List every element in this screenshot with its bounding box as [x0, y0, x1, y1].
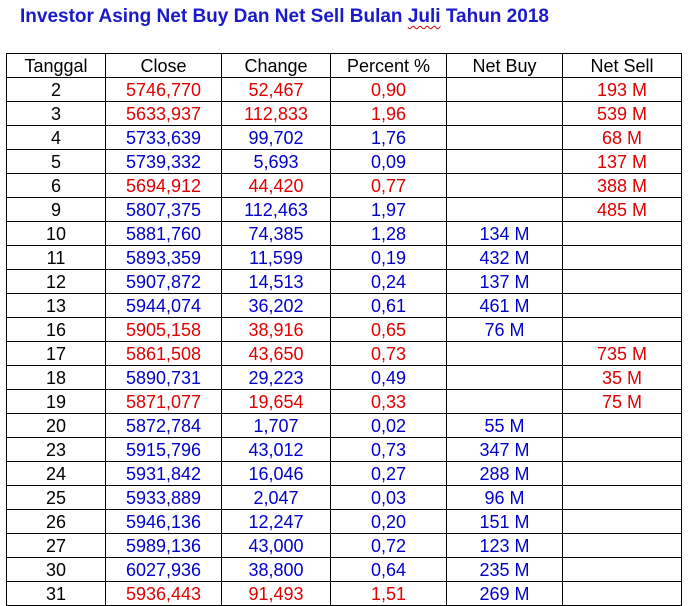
- cell-change: 38,916: [222, 318, 331, 342]
- cell-change: 91,493: [222, 582, 331, 606]
- cell-close: 5881,760: [106, 222, 222, 246]
- cell-percent: 0,64: [331, 558, 447, 582]
- header-change: Change: [222, 54, 331, 78]
- cell-change: 44,420: [222, 174, 331, 198]
- cell-net-sell: [563, 294, 682, 318]
- cell-net-buy: [447, 198, 563, 222]
- cell-net-sell: [563, 558, 682, 582]
- cell-tanggal: 4: [7, 126, 106, 150]
- cell-percent: 0,24: [331, 270, 447, 294]
- cell-close: 5807,375: [106, 198, 222, 222]
- cell-change: 11,599: [222, 246, 331, 270]
- cell-net-sell: [563, 582, 682, 606]
- cell-tanggal: 23: [7, 438, 106, 462]
- cell-close: 5931,842: [106, 462, 222, 486]
- table-row: [7, 246, 682, 270]
- cell-change: 112,833: [222, 102, 331, 126]
- table-row: [7, 78, 682, 102]
- cell-percent: 0,20: [331, 510, 447, 534]
- table-row: [7, 582, 682, 606]
- cell-close: 5733,639: [106, 126, 222, 150]
- table-row: [7, 126, 682, 150]
- header-close: Close: [106, 54, 222, 78]
- cell-percent: 1,51: [331, 582, 447, 606]
- cell-tanggal: 25: [7, 486, 106, 510]
- table-row: [7, 294, 682, 318]
- cell-change: 112,463: [222, 198, 331, 222]
- cell-net-sell: 137 M: [563, 150, 682, 174]
- cell-percent: 1,28: [331, 222, 447, 246]
- header-tanggal: Tanggal: [7, 54, 106, 78]
- cell-change: 43,000: [222, 534, 331, 558]
- cell-tanggal: 10: [7, 222, 106, 246]
- cell-percent: 0,03: [331, 486, 447, 510]
- cell-net-buy: 151 M: [447, 510, 563, 534]
- table-row: [7, 198, 682, 222]
- cell-percent: 0,19: [331, 246, 447, 270]
- title-month: Juli: [407, 6, 441, 27]
- cell-net-sell: [563, 318, 682, 342]
- cell-change: 52,467: [222, 78, 331, 102]
- cell-close: 5944,074: [106, 294, 222, 318]
- cell-net-sell: 388 M: [563, 174, 682, 198]
- cell-change: 36,202: [222, 294, 331, 318]
- cell-change: 19,654: [222, 390, 331, 414]
- cell-net-buy: [447, 150, 563, 174]
- cell-tanggal: 2: [7, 78, 106, 102]
- cell-net-buy: 137 M: [447, 270, 563, 294]
- table-row: [7, 174, 682, 198]
- cell-percent: 0,27: [331, 462, 447, 486]
- header-net-sell: Net Sell: [563, 54, 682, 78]
- cell-tanggal: 24: [7, 462, 106, 486]
- cell-change: 29,223: [222, 366, 331, 390]
- cell-net-sell: 193 M: [563, 78, 682, 102]
- table-row: [7, 486, 682, 510]
- table-row: [7, 438, 682, 462]
- cell-percent: 0,65: [331, 318, 447, 342]
- cell-net-buy: [447, 342, 563, 366]
- cell-tanggal: 20: [7, 414, 106, 438]
- cell-net-buy: [447, 102, 563, 126]
- cell-tanggal: 26: [7, 510, 106, 534]
- cell-net-sell: 735 M: [563, 342, 682, 366]
- cell-net-sell: 485 M: [563, 198, 682, 222]
- cell-percent: 1,97: [331, 198, 447, 222]
- cell-net-buy: 76 M: [447, 318, 563, 342]
- cell-percent: 0,73: [331, 438, 447, 462]
- cell-close: 5871,077: [106, 390, 222, 414]
- cell-close: 5746,770: [106, 78, 222, 102]
- cell-tanggal: 3: [7, 102, 106, 126]
- cell-tanggal: 19: [7, 390, 106, 414]
- cell-net-buy: [447, 126, 563, 150]
- cell-change: 14,513: [222, 270, 331, 294]
- cell-net-sell: [563, 270, 682, 294]
- cell-close: 5915,796: [106, 438, 222, 462]
- cell-tanggal: 30: [7, 558, 106, 582]
- table-row: [7, 270, 682, 294]
- cell-close: 5907,872: [106, 270, 222, 294]
- cell-percent: 0,73: [331, 342, 447, 366]
- cell-tanggal: 12: [7, 270, 106, 294]
- cell-close: 5861,508: [106, 342, 222, 366]
- table-row: [7, 390, 682, 414]
- stock-table: [6, 53, 682, 606]
- cell-net-sell: [563, 246, 682, 270]
- cell-close: 5946,136: [106, 510, 222, 534]
- cell-tanggal: 18: [7, 366, 106, 390]
- cell-close: 6027,936: [106, 558, 222, 582]
- title-text-start: Investor Asing Net Buy Dan Net Sell Bulan: [20, 6, 408, 27]
- header-percent: Percent %: [331, 54, 447, 78]
- cell-net-sell: 539 M: [563, 102, 682, 126]
- cell-net-sell: [563, 510, 682, 534]
- table-row: [7, 462, 682, 486]
- cell-net-sell: [563, 414, 682, 438]
- cell-net-sell: [563, 486, 682, 510]
- cell-net-sell: [563, 438, 682, 462]
- cell-change: 43,650: [222, 342, 331, 366]
- table-row: [7, 534, 682, 558]
- cell-change: 43,012: [222, 438, 331, 462]
- cell-tanggal: 11: [7, 246, 106, 270]
- cell-change: 5,693: [222, 150, 331, 174]
- cell-tanggal: 13: [7, 294, 106, 318]
- cell-net-sell: 35 M: [563, 366, 682, 390]
- cell-net-buy: 235 M: [447, 558, 563, 582]
- table-body: [7, 78, 682, 606]
- cell-close: 5933,889: [106, 486, 222, 510]
- cell-net-sell: [563, 534, 682, 558]
- cell-net-buy: 269 M: [447, 582, 563, 606]
- cell-net-sell: 68 M: [563, 126, 682, 150]
- header-net-buy: Net Buy: [447, 54, 563, 78]
- cell-close: 5739,332: [106, 150, 222, 174]
- cell-net-buy: [447, 174, 563, 198]
- cell-percent: 0,72: [331, 534, 447, 558]
- cell-net-buy: 123 M: [447, 534, 563, 558]
- cell-tanggal: 27: [7, 534, 106, 558]
- cell-change: 1,707: [222, 414, 331, 438]
- cell-tanggal: 17: [7, 342, 106, 366]
- cell-tanggal: 6: [7, 174, 106, 198]
- cell-net-buy: 461 M: [447, 294, 563, 318]
- cell-net-buy: 55 M: [447, 414, 563, 438]
- cell-close: 5694,912: [106, 174, 222, 198]
- cell-percent: 0,61: [331, 294, 447, 318]
- cell-change: 99,702: [222, 126, 331, 150]
- cell-change: 2,047: [222, 486, 331, 510]
- cell-tanggal: 5: [7, 150, 106, 174]
- header-row: [7, 54, 682, 78]
- cell-percent: 0,90: [331, 78, 447, 102]
- cell-tanggal: 31: [7, 582, 106, 606]
- cell-change: 74,385: [222, 222, 331, 246]
- cell-percent: 0,77: [331, 174, 447, 198]
- table-row: [7, 318, 682, 342]
- cell-percent: 0,49: [331, 366, 447, 390]
- table-row: [7, 222, 682, 246]
- cell-close: 5890,731: [106, 366, 222, 390]
- cell-percent: 1,96: [331, 102, 447, 126]
- cell-percent: 0,02: [331, 414, 447, 438]
- cell-net-buy: 347 M: [447, 438, 563, 462]
- title-text-end: Tahun 2018: [440, 6, 549, 27]
- table-row: [7, 558, 682, 582]
- table-row: [7, 366, 682, 390]
- table-row: [7, 510, 682, 534]
- table-row: [7, 150, 682, 174]
- cell-change: 16,046: [222, 462, 331, 486]
- cell-net-buy: 96 M: [447, 486, 563, 510]
- table-row: [7, 342, 682, 366]
- table-row: [7, 414, 682, 438]
- cell-net-buy: [447, 78, 563, 102]
- cell-net-sell: [563, 462, 682, 486]
- cell-percent: 1,76: [331, 126, 447, 150]
- cell-net-sell: [563, 222, 682, 246]
- cell-net-buy: 134 M: [447, 222, 563, 246]
- page-title: [20, 6, 549, 28]
- cell-close: 5989,136: [106, 534, 222, 558]
- cell-net-sell: 75 M: [563, 390, 682, 414]
- cell-tanggal: 16: [7, 318, 106, 342]
- cell-net-buy: 288 M: [447, 462, 563, 486]
- cell-net-buy: 432 M: [447, 246, 563, 270]
- cell-net-buy: [447, 390, 563, 414]
- cell-close: 5905,158: [106, 318, 222, 342]
- cell-close: 5872,784: [106, 414, 222, 438]
- cell-close: 5893,359: [106, 246, 222, 270]
- cell-close: 5633,937: [106, 102, 222, 126]
- cell-close: 5936,443: [106, 582, 222, 606]
- table-row: [7, 102, 682, 126]
- cell-change: 38,800: [222, 558, 331, 582]
- cell-percent: 0,09: [331, 150, 447, 174]
- cell-tanggal: 9: [7, 198, 106, 222]
- cell-percent: 0,33: [331, 390, 447, 414]
- cell-net-buy: [447, 366, 563, 390]
- cell-change: 12,247: [222, 510, 331, 534]
